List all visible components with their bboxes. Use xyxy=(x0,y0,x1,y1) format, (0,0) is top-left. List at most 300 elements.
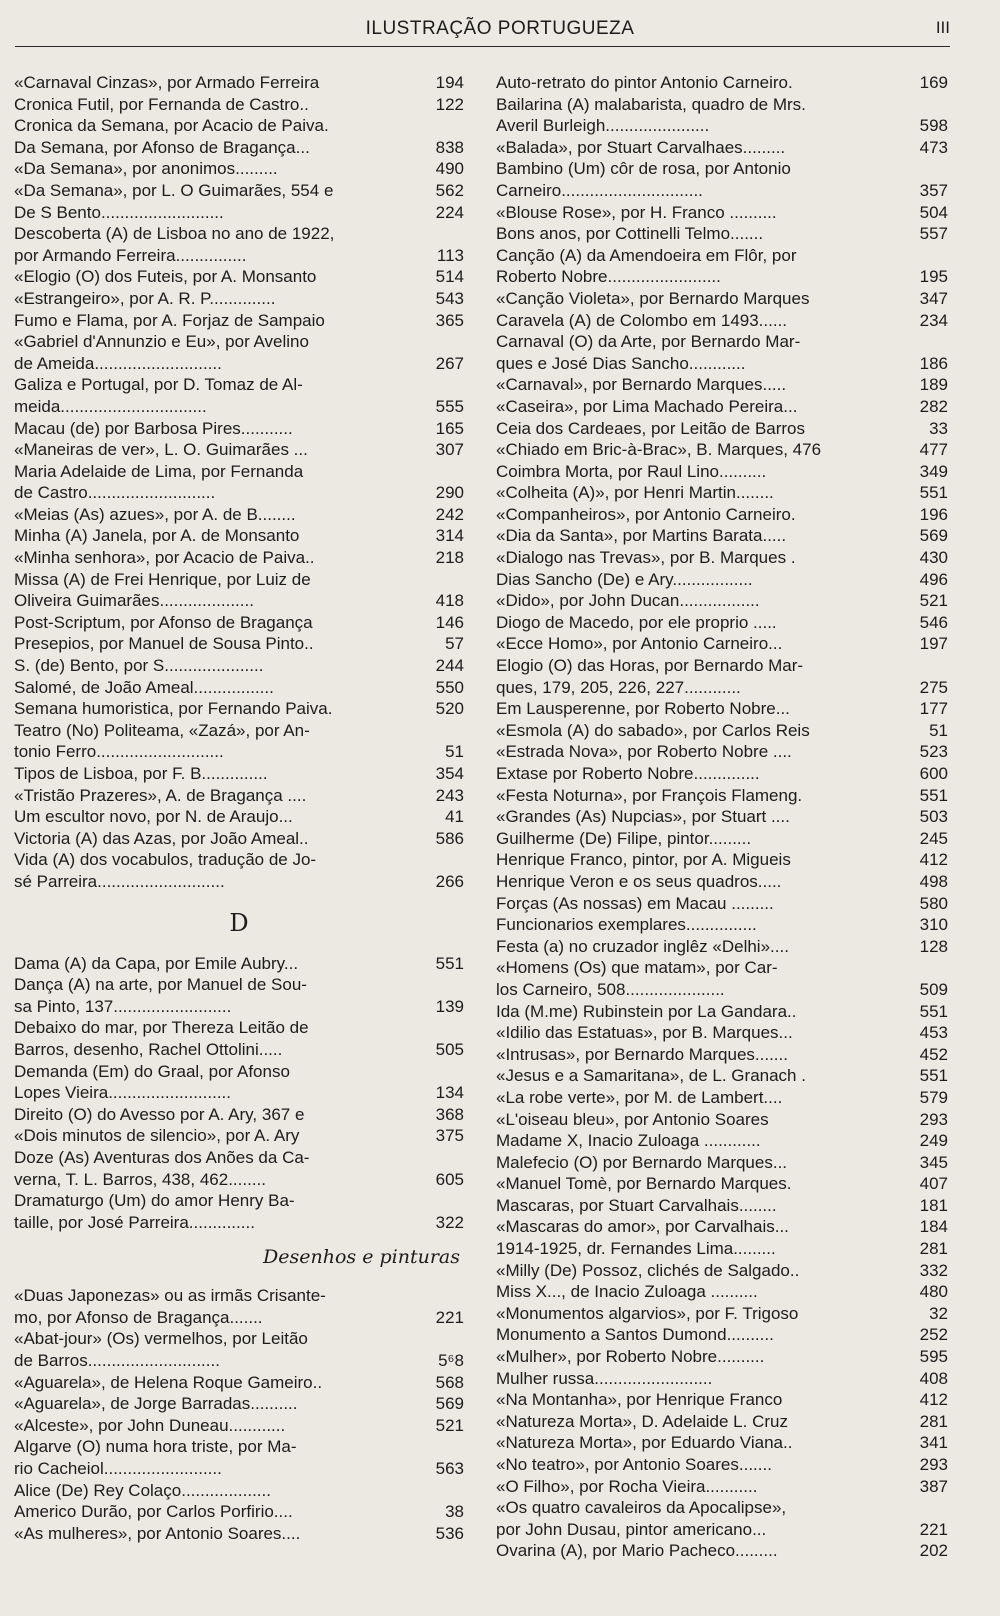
index-entry xyxy=(496,1022,948,1044)
entry-page-number: 221 xyxy=(435,1307,464,1327)
entry-title: «Gabriel d'Annunzio e Eu», por Avelino de Ameida........................... xyxy=(14,332,309,373)
entry-title: Bambino (Um) côr de rosa, por Antonio Carneiro.............................. xyxy=(496,159,791,200)
entry-title: «Minha senhora», por Acacio de Paiva.. xyxy=(14,548,315,568)
entry-page-number: 33 xyxy=(929,418,948,438)
entry-page-number: 546 xyxy=(919,612,948,632)
entry-title: Mulher russa......................... xyxy=(496,1368,713,1388)
entry-page-number: 195 xyxy=(919,267,948,287)
entry-title: Malefecio (O) por Bernardo Marques... xyxy=(496,1152,788,1172)
entry-page-number: 266 xyxy=(435,871,464,891)
index-entry xyxy=(496,418,948,440)
entry-title: «O Filho», por Rocha Vieira........... xyxy=(496,1476,758,1496)
entry-title: «Caseira», por Lima Machado Pereira... xyxy=(496,396,798,416)
entry-title: Demanda (Em) do Graal, por Afonso Lopes Vieira.......................... xyxy=(14,1061,290,1103)
entry-title: Minha (A) Janela, por A. de Monsanto xyxy=(14,526,300,546)
entry-title: Festa (a) no cruzador inglêz «Delhi».... xyxy=(496,936,789,956)
entry-page-number: 600 xyxy=(919,764,948,783)
entry-title: «Companheiros», por Antonio Carneiro. xyxy=(496,504,796,524)
index-entry xyxy=(14,1328,464,1371)
entry-title: Monumento a Santos Dumond.......... xyxy=(496,1325,774,1345)
entry-page-number: 580 xyxy=(919,893,948,913)
index-entry xyxy=(14,1480,464,1502)
entry-page-number: 139 xyxy=(435,996,464,1016)
entry-page-number: 177 xyxy=(919,699,948,719)
index-entry xyxy=(14,180,464,202)
entry-title: «Dois minutos de silencio», por A. Ary xyxy=(14,1126,300,1146)
entry-title: «Mulher», por Roberto Nobre.......... xyxy=(496,1347,765,1367)
section-letter: D xyxy=(229,908,249,937)
entry-page-number: 480 xyxy=(919,1282,948,1302)
entry-title: Guilherme (De) Filipe, pintor......... xyxy=(496,828,752,848)
entry-page-number: 595 xyxy=(919,1347,948,1367)
entry-title: Em Lausperenne, por Roberto Nobre... xyxy=(496,699,790,719)
entry-title: Ceia dos Cardeaes, por Leitão de Barros xyxy=(496,418,806,438)
entry-page-number: 146 xyxy=(435,612,464,632)
entry-page-number: 113 xyxy=(436,245,464,265)
entry-title: Dança (A) na arte, por Manuel de Sou- sa Pinto, 137......................... xyxy=(14,975,307,1016)
index-entry xyxy=(496,871,948,893)
entry-page-number: 365 xyxy=(435,310,464,330)
entry-page-number: 598 xyxy=(919,116,948,136)
entry-page-number: 194 xyxy=(435,73,464,92)
entry-title: «Carnaval», por Bernardo Marques..... xyxy=(496,375,787,395)
entry-title: «Meias (As) azues», por A. de B........ xyxy=(14,504,296,524)
index-entry xyxy=(496,158,948,201)
index-entry xyxy=(14,504,464,526)
entry-title: «Elogio (O) dos Futeis, por A. Monsanto xyxy=(14,267,317,287)
entry-page-number: 51 xyxy=(445,742,464,762)
entry-page-number: 503 xyxy=(919,807,948,827)
entry-title: Auto-retrato do pintor Antonio Carneiro. xyxy=(496,73,793,92)
entry-title: «Intrusas», por Bernardo Marques....... xyxy=(496,1044,788,1064)
entry-page-number: 32 xyxy=(929,1303,948,1323)
entry-title: Henrique Veron e os seus quadros..... xyxy=(496,871,782,891)
entry-page-number: 490 xyxy=(435,159,464,179)
index-entry xyxy=(496,504,948,526)
entries-group-d xyxy=(14,953,464,1234)
entry-title: «Mascaras do amor», por Carvalhais... xyxy=(496,1217,789,1237)
entry-title: Miss X..., de Inacio Zuloaga .......... xyxy=(496,1282,758,1302)
entry-page-number: 332 xyxy=(919,1260,948,1280)
index-entry xyxy=(496,698,948,720)
entry-page-number: 418 xyxy=(435,591,464,611)
entry-page-number: 314 xyxy=(435,526,464,546)
entry-page-number: 375 xyxy=(435,1126,464,1146)
entry-title: Caravela (A) de Colombo em 1493...... xyxy=(496,310,788,330)
entry-title: Diogo de Macedo, por ele proprio ..... xyxy=(496,612,777,632)
index-entry xyxy=(14,1523,464,1545)
entry-page-number: 202 xyxy=(919,1541,948,1561)
entry-page-number: 38 xyxy=(445,1502,464,1522)
entry-page-number: 368 xyxy=(435,1104,464,1124)
index-entry xyxy=(496,1195,948,1217)
index-entry xyxy=(14,158,464,180)
entry-page-number: 181 xyxy=(919,1195,948,1215)
entry-page-number: 245 xyxy=(919,828,948,848)
index-entry xyxy=(496,1216,948,1238)
index-entry xyxy=(14,1017,464,1060)
entry-title: «Aguarela», de Helena Roque Gameiro.. xyxy=(14,1372,323,1392)
entry-title: Debaixo do mar, por Thereza Leitão de Barros, desenho, Rachel Ottolini..... xyxy=(14,1018,309,1059)
index-entry xyxy=(14,1190,464,1233)
index-entry xyxy=(14,698,464,720)
entry-page-number: 290 xyxy=(435,483,464,503)
index-entry xyxy=(496,396,948,418)
index-entry xyxy=(496,94,948,137)
index-entry xyxy=(14,1125,464,1147)
entry-title: Bailarina (A) malabarista, quadro de Mrs. Averil Burleigh...................... xyxy=(496,94,806,136)
entry-page-number: 543 xyxy=(435,288,464,308)
entry-title: Dramaturgo (Um) do amor Henry Ba- taille, por José Parreira.............. xyxy=(14,1191,295,1232)
index-entry xyxy=(14,525,464,547)
entry-page-number: 452 xyxy=(919,1044,948,1064)
right-column xyxy=(496,72,948,1562)
entry-title: «Da Semana», por anonimos......... xyxy=(14,159,278,179)
entry-title: «Natureza Morta», por Eduardo Viana.. xyxy=(496,1433,793,1453)
entry-page-number: 551 xyxy=(435,953,464,973)
page-header xyxy=(0,18,1000,44)
index-entry xyxy=(496,828,948,850)
index-entry xyxy=(496,893,948,915)
entry-title: «Grandes (As) Nupcias», por Stuart .... xyxy=(496,807,790,827)
entry-page-number: 514 xyxy=(435,267,464,287)
entry-page-number: 345 xyxy=(919,1152,948,1172)
entry-title: «Aguarela», de Jorge Barradas.......... xyxy=(14,1394,298,1414)
index-entry xyxy=(496,525,948,547)
index-entry xyxy=(496,1238,948,1260)
entry-title: Forças (As nossas) em Macau ......... xyxy=(496,893,774,913)
entry-title: «Milly (De) Possoz, clichés de Salgado.. xyxy=(496,1260,800,1280)
index-entry xyxy=(14,72,464,94)
index-entry xyxy=(14,94,464,116)
index-entry xyxy=(496,936,948,958)
entry-page-number: 5⁶8 xyxy=(438,1351,464,1371)
entry-title: Algarve (O) numa hora triste, por Ma- rio Cacheiol......................... xyxy=(14,1437,297,1479)
entry-page-number: 838 xyxy=(435,137,464,157)
entry-page-number: 509 xyxy=(919,979,948,999)
entry-title: «Jesus e a Samaritana», de L. Granach . xyxy=(496,1066,806,1086)
entry-page-number: 347 xyxy=(919,288,948,308)
entry-title: «Dialogo nas Trevas», por B. Marques . xyxy=(496,548,796,568)
entry-page-number: 234 xyxy=(919,310,948,330)
index-entry xyxy=(496,439,948,461)
entry-title: S. (de) Bento, por S..................... xyxy=(14,656,264,676)
entry-title: «Canção Violeta», por Bernardo Marques xyxy=(496,288,810,308)
index-entry xyxy=(14,785,464,807)
index-entry xyxy=(14,569,464,612)
index-entry xyxy=(496,1130,948,1152)
index-entry xyxy=(14,1061,464,1104)
index-entry xyxy=(14,310,464,332)
section-title: Desenhos e pinturas xyxy=(263,1246,460,1269)
entry-page-number: 408 xyxy=(919,1368,948,1388)
index-entry xyxy=(14,137,464,159)
entry-title: «Os quatro cavaleiros da Apocalipse», por John Dusau, pintor americano... xyxy=(496,1498,787,1539)
entry-page-number: 51 xyxy=(929,720,948,740)
entry-title: «Da Semana», por L. O Guimarães, 554 e xyxy=(14,180,334,200)
index-entry xyxy=(14,1436,464,1479)
entry-page-number: 354 xyxy=(435,764,464,783)
entry-title: «Homens (Os) que matam», por Car- los Carneiro, 508..................... xyxy=(496,958,778,999)
index-entry xyxy=(496,547,948,569)
index-entry xyxy=(496,1454,948,1476)
index-entry xyxy=(496,720,948,742)
entry-page-number: 536 xyxy=(435,1523,464,1543)
entry-page-number: 407 xyxy=(919,1174,948,1194)
index-entry xyxy=(14,828,464,850)
entry-title: Direito (O) do Avesso por A. Ary, 367 e xyxy=(14,1104,305,1124)
entry-page-number: 555 xyxy=(435,396,464,416)
entry-page-number: 341 xyxy=(919,1433,948,1453)
entry-page-number: 282 xyxy=(919,396,948,416)
entry-page-number: 57 xyxy=(445,634,464,654)
index-entry xyxy=(496,849,948,871)
index-entry xyxy=(14,461,464,504)
entry-page-number: 523 xyxy=(919,742,948,762)
entry-page-number: 569 xyxy=(919,526,948,546)
index-entry xyxy=(14,720,464,763)
index-entry xyxy=(496,1432,948,1454)
index-entry xyxy=(496,1497,948,1540)
index-entry xyxy=(14,374,464,417)
entry-page-number: 218 xyxy=(435,548,464,568)
entry-page-number: 275 xyxy=(919,677,948,697)
index-entry xyxy=(14,418,464,440)
index-entry xyxy=(496,245,948,288)
entry-page-number: 387 xyxy=(919,1476,948,1496)
entry-title: «L'oiseau bleu», por Antonio Soares xyxy=(496,1109,769,1129)
entry-page-number: 521 xyxy=(435,1415,464,1435)
entry-title: Madame X, Inacio Zuloaga ............ xyxy=(496,1131,761,1151)
entry-title: Alice (De) Rey Colaço................... xyxy=(14,1480,271,1500)
entry-page-number: 453 xyxy=(919,1023,948,1043)
index-entry xyxy=(14,633,464,655)
entry-title: Missa (A) de Frei Henrique, por Luiz de Oliveira Guimarães.................... xyxy=(14,569,311,611)
entry-title: «Festa Noturna», por François Flameng. xyxy=(496,785,803,805)
entry-title: «Esmola (A) do sabado», por Carlos Reis xyxy=(496,720,810,740)
entry-page-number: 496 xyxy=(919,569,948,589)
index-entry xyxy=(496,785,948,807)
index-entry xyxy=(496,461,948,483)
entry-title: Dias Sancho (De) e Ary................. xyxy=(496,569,753,589)
entry-page-number: 244 xyxy=(435,656,464,676)
entry-page-number: 551 xyxy=(919,785,948,805)
entry-page-number: 197 xyxy=(919,634,948,654)
entry-page-number: 498 xyxy=(919,871,948,891)
index-entry xyxy=(14,655,464,677)
index-entry xyxy=(496,1476,948,1498)
journal-title: ILUSTRAÇÃO PORTUGUEZA xyxy=(365,18,635,39)
entry-title: Carnaval (O) da Arte, por Bernardo Mar- ques e José Dias Sancho............ xyxy=(496,332,801,373)
entry-page-number: 562 xyxy=(435,180,464,200)
entry-title: Ida (M.me) Rubinstein por La Gandara.. xyxy=(496,1001,797,1021)
entry-page-number: 430 xyxy=(919,548,948,568)
entry-page-number: 252 xyxy=(919,1325,948,1345)
index-entry xyxy=(496,1303,948,1325)
entry-title: Cronica Futil, por Fernanda de Castro.. xyxy=(14,94,309,114)
left-column xyxy=(14,72,464,1544)
index-entry xyxy=(14,953,464,975)
entry-page-number: 186 xyxy=(919,353,948,373)
entry-title: Fumo e Flama, por A. Forjaz de Sampaio xyxy=(14,310,325,330)
entry-page-number: 579 xyxy=(919,1087,948,1107)
index-entry xyxy=(496,1389,948,1411)
entry-title: Tipos de Lisboa, por F. B.............. xyxy=(14,764,268,783)
entry-title: «Dia da Santa», por Martins Barata..... xyxy=(496,526,787,546)
index-entry xyxy=(496,1044,948,1066)
entry-title: «Abat-jour» (Os) vermelhos, por Leitão de Barros............................ xyxy=(14,1329,308,1371)
index-entry xyxy=(496,1109,948,1131)
index-entry xyxy=(14,223,464,266)
entry-title: «Alceste», por John Duneau............ xyxy=(14,1415,286,1435)
entry-title: Salomé, de João Ameal................. xyxy=(14,677,274,697)
entry-page-number: 267 xyxy=(435,353,464,373)
entry-page-number: 224 xyxy=(435,202,464,222)
index-entry xyxy=(496,1065,948,1087)
index-entry xyxy=(496,1346,948,1368)
entry-title: «Dido», por John Ducan................. xyxy=(496,591,760,611)
entry-title: «La robe verte», por M. de Lambert.... xyxy=(496,1087,783,1107)
entry-page-number: 605 xyxy=(435,1169,464,1189)
index-entry xyxy=(14,1415,464,1437)
index-entry xyxy=(496,1281,948,1303)
index-entry xyxy=(496,612,948,634)
entry-title: Americo Durão, por Carlos Porfirio.... xyxy=(14,1502,293,1522)
index-entry xyxy=(14,439,464,461)
index-entry xyxy=(496,806,948,828)
index-entry xyxy=(14,849,464,892)
entry-title: «Natureza Morta», D. Adelaide L. Cruz xyxy=(496,1411,788,1431)
entry-title: Maria Adelaide de Lima, por Fernanda de Castro........................... xyxy=(14,461,304,503)
entry-title: «Estrangeiro», por A. R. P.............. xyxy=(14,288,276,308)
entry-title: Da Semana, por Afonso de Bragança... xyxy=(14,137,310,157)
index-entry xyxy=(496,957,948,1000)
entry-page-number: 243 xyxy=(435,785,464,805)
index-entry xyxy=(14,1104,464,1126)
index-entry xyxy=(14,266,464,288)
entry-title: Vida (A) dos vocabulos, tradução de Jo- sé Parreira........................... xyxy=(14,850,317,891)
entry-page-number: 551 xyxy=(919,1001,948,1021)
index-entry xyxy=(496,633,948,655)
entry-page-number: 412 xyxy=(919,1390,948,1410)
entry-page-number: 281 xyxy=(919,1411,948,1431)
index-entry xyxy=(496,1260,948,1282)
entry-page-number: 134 xyxy=(435,1083,464,1103)
index-entry xyxy=(14,1393,464,1415)
entry-title: Galiza e Portugal, por D. Tomaz de Al- meida............................... xyxy=(14,375,303,416)
entry-title: 1914-1925, dr. Fernandes Lima......... xyxy=(496,1239,776,1259)
entry-page-number: 568 xyxy=(435,1372,464,1392)
entry-page-number: 521 xyxy=(919,591,948,611)
entry-page-number: 504 xyxy=(919,202,948,222)
index-entry xyxy=(496,288,948,310)
index-entry xyxy=(496,1152,948,1174)
entry-page-number: 41 xyxy=(445,807,464,827)
entry-page-number: 293 xyxy=(919,1455,948,1474)
entry-title: «Estrada Nova», por Roberto Nobre .... xyxy=(496,742,792,762)
entry-title: «Manuel Tomè, por Bernardo Marques. xyxy=(496,1174,792,1194)
entry-title: Elogio (O) das Horas, por Bernardo Mar- ques, 179, 205, 226, 227............ xyxy=(496,656,804,697)
index-entry xyxy=(496,202,948,224)
entry-title: Bons anos, por Cottinelli Telmo....... xyxy=(496,224,764,244)
entry-title: Semana humoristica, por Fernando Paiva. xyxy=(14,699,333,719)
index-entry xyxy=(496,741,948,763)
entry-page-number: 563 xyxy=(435,1459,464,1479)
index-entry xyxy=(14,806,464,828)
entry-title: Extase por Roberto Nobre.............. xyxy=(496,764,760,783)
entry-title: «Blouse Rose», por H. Franco .......... xyxy=(496,202,777,222)
entry-page-number: 122 xyxy=(435,94,464,114)
index-entry xyxy=(496,1087,948,1109)
entry-page-number: 520 xyxy=(435,699,464,719)
entry-page-number: 551 xyxy=(919,1066,948,1086)
index-entry xyxy=(496,482,948,504)
index-entry xyxy=(496,569,948,591)
entry-page-number: 357 xyxy=(919,180,948,200)
entry-title: Post-Scriptum, por Afonso de Bragança xyxy=(14,612,313,632)
entry-page-number: 310 xyxy=(919,915,948,935)
header-rule xyxy=(15,46,950,47)
index-entry xyxy=(14,1501,464,1523)
entry-title: Macau (de) por Barbosa Pires........... xyxy=(14,418,293,438)
entries-group-right xyxy=(496,72,948,1562)
index-entry xyxy=(496,331,948,374)
index-entry xyxy=(496,914,948,936)
entry-page-number: 184 xyxy=(919,1217,948,1237)
entries-group-a xyxy=(14,72,464,893)
entry-page-number: 322 xyxy=(435,1212,464,1232)
entry-title: Descoberta (A) de Lisboa no ano de 1922, por Armando Ferreira............... xyxy=(14,224,335,265)
entry-page-number: 189 xyxy=(919,375,948,395)
entry-title: Ovarina (A), por Mario Pacheco......... xyxy=(496,1541,778,1561)
index-entry xyxy=(496,1173,948,1195)
index-entry xyxy=(14,202,464,224)
index-entry xyxy=(14,763,464,785)
entry-page-number: 557 xyxy=(919,224,948,244)
entry-page-number: 249 xyxy=(919,1131,948,1151)
entry-title: «Monumentos algarvios», por F. Trigoso xyxy=(496,1303,799,1323)
entry-title: Um escultor novo, por N. de Araujo... xyxy=(14,807,293,827)
entry-page-number: 196 xyxy=(919,504,948,524)
entry-page-number: 165 xyxy=(435,418,464,438)
entry-title: Mascaras, por Stuart Carvalhais........ xyxy=(496,1195,777,1215)
page-number: III xyxy=(935,18,950,37)
entry-page-number: 281 xyxy=(919,1239,948,1259)
entry-title: «Balada», por Stuart Carvalhaes......... xyxy=(496,137,786,157)
index-entry xyxy=(496,137,948,159)
entry-title: Doze (As) Aventuras dos Anões da Ca- verna, T. L. Barros, 438, 462........ xyxy=(14,1147,310,1189)
index-entry xyxy=(496,590,948,612)
entry-title: Cronica da Semana, por Acacio de Paiva. xyxy=(14,116,329,136)
index-entry xyxy=(496,1411,948,1433)
index-entry xyxy=(14,115,464,137)
index-entry xyxy=(496,1368,948,1390)
entries-group-desenhos xyxy=(14,1285,464,1544)
index-entry xyxy=(14,1372,464,1394)
entry-title: «Na Montanha», por Henrique Franco xyxy=(496,1390,783,1410)
entry-page-number: 293 xyxy=(919,1109,948,1129)
entry-page-number: 505 xyxy=(435,1039,464,1059)
entry-title: Canção (A) da Amendoeira em Flôr, por Roberto Nobre........................ xyxy=(496,245,797,287)
entry-title: «Carnaval Cinzas», por Armado Ferreira xyxy=(14,73,320,92)
entry-title: De S Bento.......................... xyxy=(14,202,224,222)
index-entry xyxy=(14,612,464,634)
entry-title: «Chiado em Bric-à-Brac», B. Marques, 476 xyxy=(496,440,822,460)
entry-page-number: 550 xyxy=(435,677,464,697)
entry-page-number: 477 xyxy=(919,440,948,460)
index-entry xyxy=(496,72,948,94)
index-entry xyxy=(14,677,464,699)
